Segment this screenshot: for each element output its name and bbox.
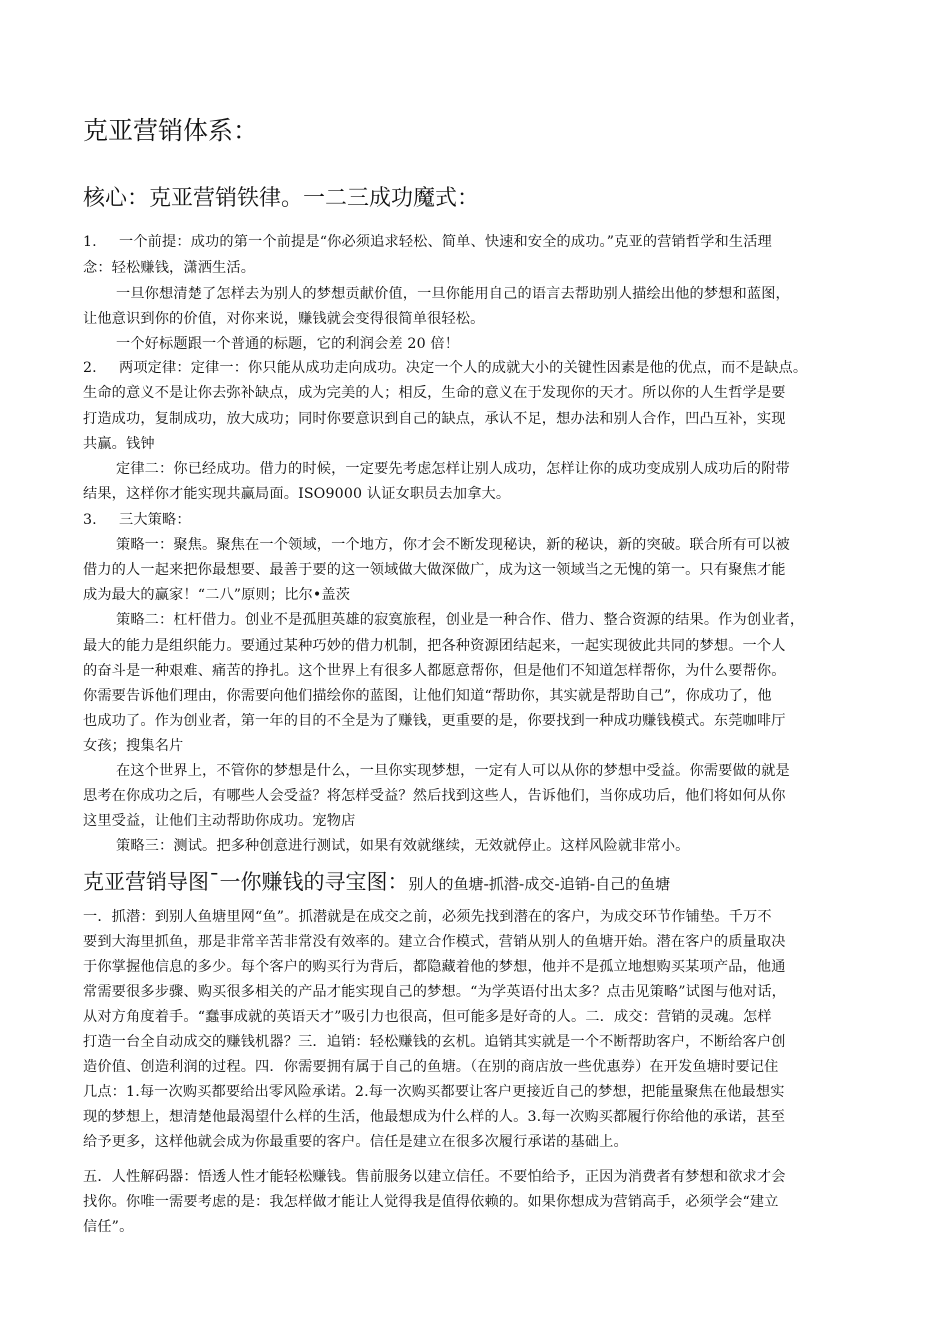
paragraph-line: 打造成功，复制成功，放大成功；同时你要意识到自己的缺点，承认不足，想办法和别人合作，凹凸互补，实现 [83, 411, 786, 427]
section-heading-map-title: 克亚营销导图¯一你赚钱的寻宝图： [83, 870, 409, 894]
paragraph-line: 借力的人一起来把你最想要、最善于要的这一领域做大做深做广，成为这一领域当之无愧的第一。只有聚焦才能 [83, 562, 786, 578]
paragraph-line: 一个好标题跟一个普通的标题，它的利润会差 20 倍！ [116, 336, 460, 352]
paragraph-line: 也成功了。作为创业者，第一年的目的不全是为了赚钱，更重要的是，你要找到一种成功赚钱模式。东莞咖啡厅 [83, 713, 786, 729]
paragraph-line: 现的梦想上，想清楚他最渴望什么样的生活，他最想成为什么样的人。3.每一次购买都履行你给他的承诺，甚至 [83, 1109, 786, 1125]
paragraph-line: 女孩；搜集名片 [83, 738, 184, 754]
section-heading-core: 核心：克亚营销铁律。一二三成功魔式： [83, 186, 480, 211]
item-3-text: 三大策略： [119, 512, 191, 528]
paragraph-line: 从对方角度着手。“蠢事成就的英语天才”吸引力也很高，但可能多是好奇的人。二．成交：营销的灵魂。怎样 [83, 1009, 772, 1025]
item-1-line-2: 念：轻松赚钱，潇洒生活。 [83, 260, 256, 276]
paragraph-line: 一旦你想清楚了怎样去为别人的梦想贡献价值，一旦你能用自己的语言去帮助别人描绘出他的梦想和蓝图， [116, 286, 790, 302]
paragraph-line: 找你。你唯一需要考虑的是：我怎样做才能让人觉得我是值得依赖的。如果你想成为营销高手，必须学会“建立 [83, 1194, 779, 1210]
paragraph-line: 定律二：你已经成功。借力的时候，一定要先考虑怎样让别人成功，怎样让你的成功变成别人成功后的附带 [116, 461, 790, 477]
paragraph-line: 策略一：聚焦。聚焦在一个领域，一个地方，你才会不断发现秘诀，新的秘诀，新的突破。联合所有可以被 [116, 537, 790, 553]
paragraph-line: 策略三：测试。把多种创意进行测试，如果有效就继续，无效就停止。这样风险就非常小。 [116, 838, 690, 854]
paragraph-line: 给予更多，这样他就会成为你最重要的客户。信任是建立在很多次履行承诺的基础上。 [83, 1134, 628, 1150]
item-3-line-1 [83, 508, 883, 532]
paragraph-line: 要到大海里抓鱼，那是非常辛苦非常没有效率的。建立合作模式，营销从别人的鱼塘开始。潜在客户的质量取决 [83, 934, 786, 950]
paragraph-line: 五．人性解码器：悟透人性才能轻松赚钱。售前服务以建立信任。不要怕给予，正因为消费者有梦想和欲求才会 [83, 1169, 786, 1185]
paragraph-line: 生命的意义不是让你去弥补缺点，成为完美的人；相反，生命的意义在于发现你的天才。所以你的人生哲学是要 [83, 385, 786, 401]
paragraph-line: 在这个世界上，不管你的梦想是什么，一旦你实现梦想，一定有人可以从你的梦想中受益。你需要做的就是 [116, 763, 790, 779]
paragraph-line: 这里受益，让他们主动帮助你成功。宠物店 [83, 813, 356, 829]
item-3-number: 3. [83, 512, 97, 528]
paragraph-line: 的奋斗是一种艰难、痛苦的挣扎。这个世界上有很多人都愿意帮你，但是他们不知道怎样帮你，为什么要帮你。 [83, 663, 786, 679]
item-1-line-1 [83, 230, 883, 254]
paragraph-line: 让他意识到你的价值，对你来说，赚钱就会变得很简单很轻松。 [83, 311, 485, 327]
paragraph-line: 一．抓潜：到别人鱼塘里网“鱼”。抓潜就是在成交之前，必须先找到潜在的客户，为成交环节作铺垫。千万不 [83, 909, 772, 925]
paragraph-line: 最大的能力是组织能力。要通过某种巧妙的借力机制，把各种资源团结起来，一起实现彼此共同的梦想。一个人 [83, 638, 786, 654]
paragraph-line: 常需要很多步骤、购买很多相关的产品才能实现自己的梦想。“为学英语付出太多？点击见策略”试图与他对话， [83, 984, 787, 1000]
paragraph-line: 几点：1.每一次购买都要给出零风险承诺。2.每一次购买都要让客户更接近自己的梦想，把能量聚焦在他最想实 [83, 1084, 785, 1100]
page-title: 克亚营销体系： [83, 116, 259, 145]
paragraph-line: 结果，这样你才能实现共赢局面。ISO9000 认证女职员去加拿大。 [83, 486, 511, 502]
paragraph-line: 打造一台全自动成交的赚钱机器？三．追销：轻松赚钱的玄机。追销其实就是一个不断帮助客户，不断给客户创 [83, 1034, 786, 1050]
item-2-line-1 [83, 356, 883, 380]
paragraph-line: 策略二：杠杆借力。创业不是孤胆英雄的寂寞旅程，创业是一种合作、借力、整合资源的结果。作为创业者， [116, 612, 805, 628]
paragraph-line: 成为最大的赢家！“二八”原则；比尔•盖茨 [83, 587, 351, 603]
paragraph-line: 你需要告诉他们理由，你需要向他们描绘你的蓝图，让他们知道“帮助你，其实就是帮助自己”，你成功了，他 [83, 688, 772, 704]
paragraph-line: 思考在你成功之后，有哪些人会受益？将怎样受益？然后找到这些人，告诉他们，当你成功后，他们将如何从你 [83, 788, 786, 804]
item-1-number: 1. [83, 234, 97, 250]
item-2-number: 2. [83, 360, 97, 376]
paragraph-line: 造价值、创造利润的过程。四．你需要拥有属于自己的鱼塘。（在别的商店放一些优惠券）在开发鱼塘时要记住 [83, 1059, 779, 1075]
paragraph-line: 于你掌握他信息的多少。每个客户的购买行为背后，都隐藏着他的梦想，他并不是孤立地想购买某项产品，他通 [83, 959, 786, 975]
paragraph-line: 信任”。 [83, 1219, 134, 1235]
item-2-text: 两项定律：定律一：你只能从成功走向成功。决定一个人的成就大小的关键性因素是他的优点，而不是缺点。 [119, 360, 808, 376]
item-1-text: 一个前提：成功的第一个前提是“你必须追求轻松、简单、快速和安全的成功。”克亚的营销哲学和生活理 [119, 234, 772, 250]
paragraph-line: 共赢。钱钟 [83, 436, 155, 452]
section-heading-map [83, 866, 670, 900]
section-heading-map-subtitle: 别人的鱼塘-抓潜-成交-追销-自己的鱼塘 [408, 875, 671, 893]
